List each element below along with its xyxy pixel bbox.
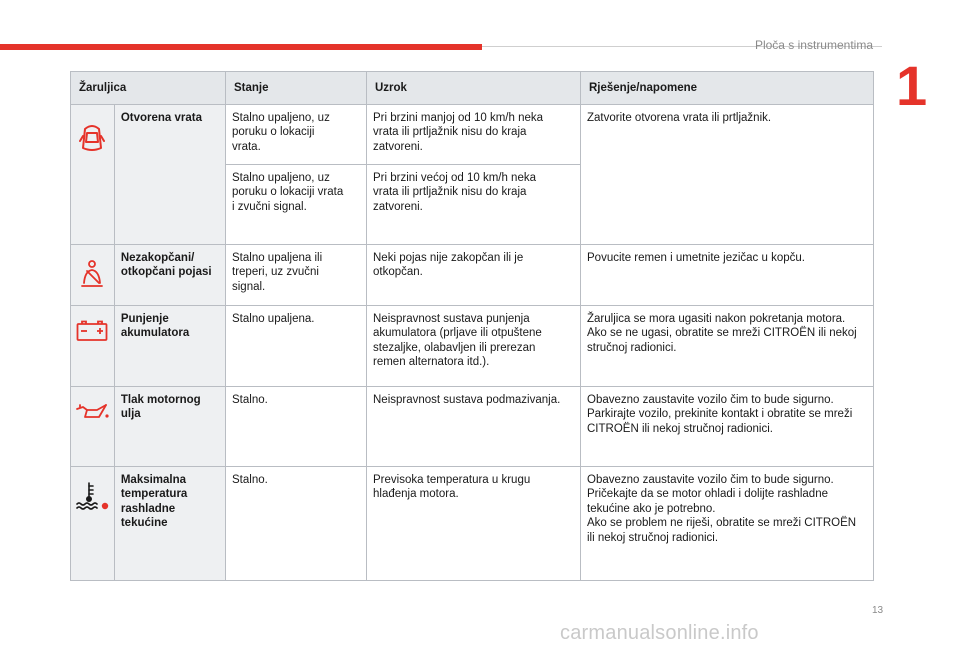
- column-header-state: Stanje: [226, 72, 367, 105]
- chapter-accent-bar: [0, 44, 482, 50]
- solution-cell: Obavezno zaustavite vozilo čim to bude sigurno. Parkirajte vozilo, prekinite kontakt i obratite se mreži CITROËN ili nekoj stručnoj radionici.: [581, 387, 874, 467]
- lamp-icon-cell: [71, 105, 115, 245]
- chapter-number: 1: [896, 54, 928, 117]
- warning-lights-table: [70, 71, 874, 581]
- oil-pressure-icon: [75, 401, 109, 421]
- solution-cell: Obavezno zaustavite vozilo čim to bude sigurno. Pričekajte da se motor ohladi i dolijte rashladne tekućine ako je potrebno. Ako se problem ne riješi, obratite se mreži CITROËN ili nekoj stručnoj radionici.: [581, 467, 874, 581]
- table-row: [71, 105, 874, 165]
- state-cell: Stalno.: [226, 387, 367, 467]
- coolant-temperature-icon: [75, 481, 109, 511]
- cause-cell: Neki pojas nije zakopčan ili je otkopčan.: [367, 245, 581, 306]
- cause-cell: Pri brzini manjoj od 10 km/h neka vrata ili prtljažnik nisu do kraja zatvoreni.: [367, 105, 581, 165]
- chapter-title: Ploča s instrumentima: [754, 38, 873, 52]
- table-row: [71, 387, 874, 467]
- solution-cell: Povucite remen i umetnite jezičac u kopču.: [581, 245, 874, 306]
- lamp-name: Nezakopčani/ otkopčani pojasi: [114, 245, 225, 306]
- battery-icon: [76, 320, 108, 342]
- column-header-lamp: Žaruljica: [71, 72, 226, 105]
- solution-cell: Žaruljica se mora ugasiti nakon pokretanja motora. Ako se ne ugasi, obratite se mreži CITROËN ili nekoj stručnoj radionici.: [581, 306, 874, 387]
- state-cell: Stalno upaljena ili treperi, uz zvučni signal.: [226, 245, 367, 306]
- lamp-name: Otvorena vrata: [114, 105, 225, 245]
- state-cell: Stalno upaljeno, uz poruku o lokaciji vrata.: [226, 105, 367, 165]
- lamp-icon-cell: [71, 387, 115, 467]
- column-header-solution: Rješenje/napomene: [581, 72, 874, 105]
- door-open-icon: [79, 119, 105, 157]
- state-cell: Stalno.: [226, 467, 367, 581]
- cause-cell: Previsoka temperatura u krugu hlađenja motora.: [367, 467, 581, 581]
- table-row: [71, 467, 874, 581]
- lamp-icon-cell: [71, 306, 115, 387]
- table-row: [71, 306, 874, 387]
- lamp-icon-cell: [71, 245, 115, 306]
- cause-cell: Neispravnost sustava punjenja akumulatora (prljave ili otpuštene stezaljke, olabavljen ili prerezan remen alternatora itd.).: [367, 306, 581, 387]
- watermark: carmanualsonline.info: [560, 622, 759, 644]
- cause-cell: Neispravnost sustava podmazivanja.: [367, 387, 581, 467]
- state-cell: Stalno upaljeno, uz poruku o lokaciji vrata i zvučni signal.: [226, 165, 367, 245]
- table-header-row: [71, 72, 874, 105]
- lamp-name: Tlak motornog ulja: [114, 387, 225, 467]
- lamp-name: Punjenje akumulatora: [114, 306, 225, 387]
- seatbelt-icon: [79, 259, 105, 289]
- table-row: [71, 245, 874, 306]
- lamp-icon-cell: [71, 467, 115, 581]
- page-number: 13: [872, 605, 884, 616]
- lamp-name: Maksimalna temperatura rashladne tekućine: [114, 467, 225, 581]
- column-header-cause: Uzrok: [367, 72, 581, 105]
- solution-cell: Zatvorite otvorena vrata ili prtljažnik.: [581, 105, 874, 245]
- cause-cell: Pri brzini većoj od 10 km/h neka vrata ili prtljažnik nisu do kraja zatvoreni.: [367, 165, 581, 245]
- state-cell: Stalno upaljena.: [226, 306, 367, 387]
